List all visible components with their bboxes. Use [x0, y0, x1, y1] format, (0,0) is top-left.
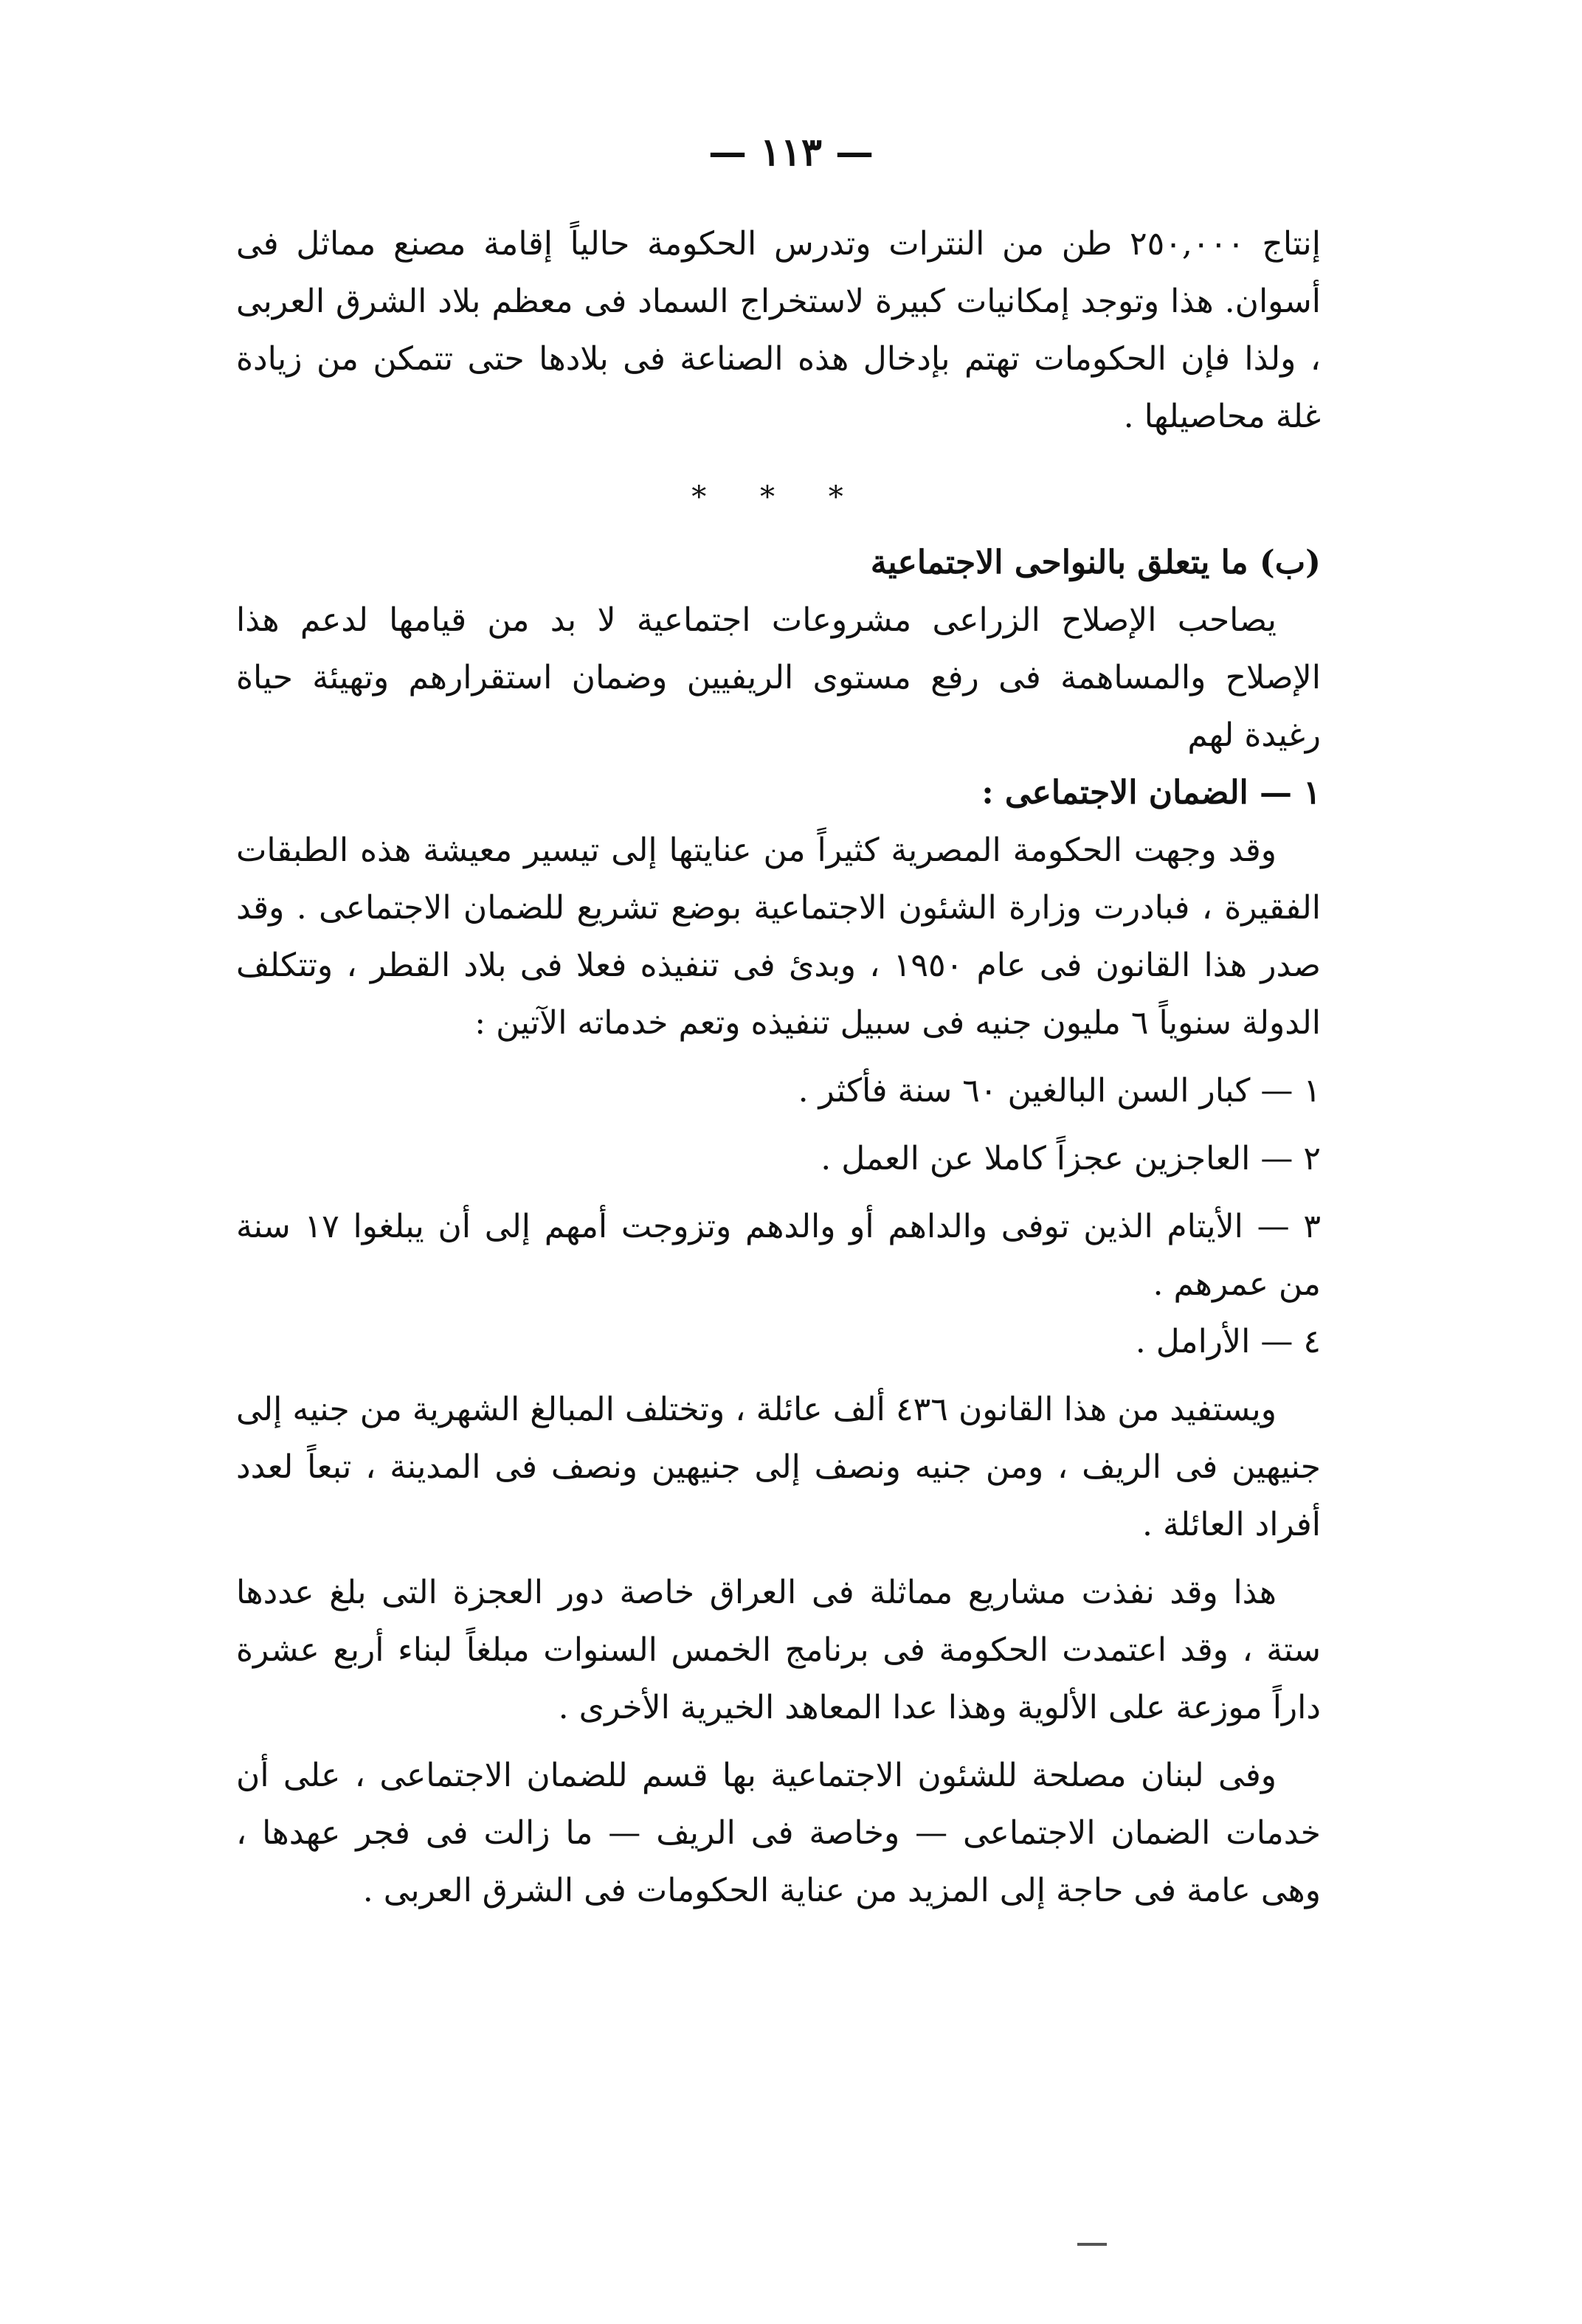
section-b-heading: (ب) ما يتعلق بالنواحى الاجتماعية: [870, 544, 1321, 581]
body-text: [236, 215, 1321, 1920]
page-number: — ١١٣ —: [708, 130, 874, 175]
intro-paragraph: إنتاج ٢٥٠,٠٠٠ طن من النترات وتدرس الحكومة حالياً إقامة مصنع مماثل فى أسوان. هذا وتوجد إمكانيات كبيرة لاستخراج السماد فى معظم بلاد الشرق العربى ، ولذا فإن الحكومات تهتم بإدخال هذه الصناعة فى بلادها حتى تتمكن من زيادة غلة محاصيلها .: [236, 225, 1321, 435]
section-b-paragraph: يصاحب الإصلاح الزراعى مشروعات اجتماعية لا بد من قيامها لدعم هذا الإصلاح والمساهمة فى رفع مستوى الريفيين وضمان استقرارهم وتهيئة حياة رغيدة لهم: [236, 601, 1321, 754]
lebanon-paragraph: وفى لبنان مصلحة للشئون الاجتماعية بها قسم للضمان الاجتماعى ، على أن خدمات الضمان الاجتماعى — وخاصة فى الريف — ما زالت فى فجر عهدها ، وهى عامة فى حاجة إلى المزيد من عناية الحكومات فى الشرق العربى .: [236, 1757, 1321, 1909]
list-item: ١ — كبار السن البالغين ٦٠ سنة فأكثر .: [798, 1072, 1321, 1110]
social-security-heading: ١ — الضمان الاجتماعى :: [981, 774, 1321, 812]
list-item: ٣ — الأيتام الذين توفى والداهم أو والدهم وتزوجت أمهم إلى أن يبلغوا ١٧ سنة من عمرهم .: [236, 1208, 1321, 1303]
section-separator: * * *: [691, 480, 866, 514]
beneficiaries-paragraph: ويستفيد من هذا القانون ٤٣٦ ألف عائلة ، وتختلف المبالغ الشهرية من جنيه إلى جنيهين فى الريف ، ومن جنيه ونصف إلى جنيهين ونصف فى المدينة ، تبعاً لعدد أفراد العائلة .: [236, 1391, 1321, 1543]
social-security-paragraph: وقد وجهت الحكومة المصرية كثيراً من عنايتها إلى تيسير معيشة هذه الطبقات الفقيرة ، فبادرت وزارة الشئون الاجتماعية بوضع تشريع للضمان الاجتماعى . وقد صدر هذا القانون فى عام ١٩٥٠ ، وبدئ فى تنفيذه فعلا فى بلاد القطر ، وتتكلف الدولة سنوياً ٦ مليون جنيه فى سبيل تنفيذه وتعم خدماته الآتين :: [236, 831, 1321, 1042]
list-item: ٤ — الأرامل .: [1135, 1323, 1321, 1360]
footer-mark: [1077, 2243, 1107, 2246]
iraq-paragraph: هذا وقد نفذت مشاريع مماثلة فى العراق خاصة دور العجزة التى بلغ عددها ستة ، وقد اعتمدت الحكومة فى برنامج الخمس السنوات مبلغاً لبناء أربع عشرة داراً موزعة على الألوية وهذا عدا المعاهد الخيرية الأخرى .: [236, 1574, 1321, 1726]
list-item: ٢ — العاجزين عجزاً كاملا عن العمل .: [821, 1140, 1321, 1177]
